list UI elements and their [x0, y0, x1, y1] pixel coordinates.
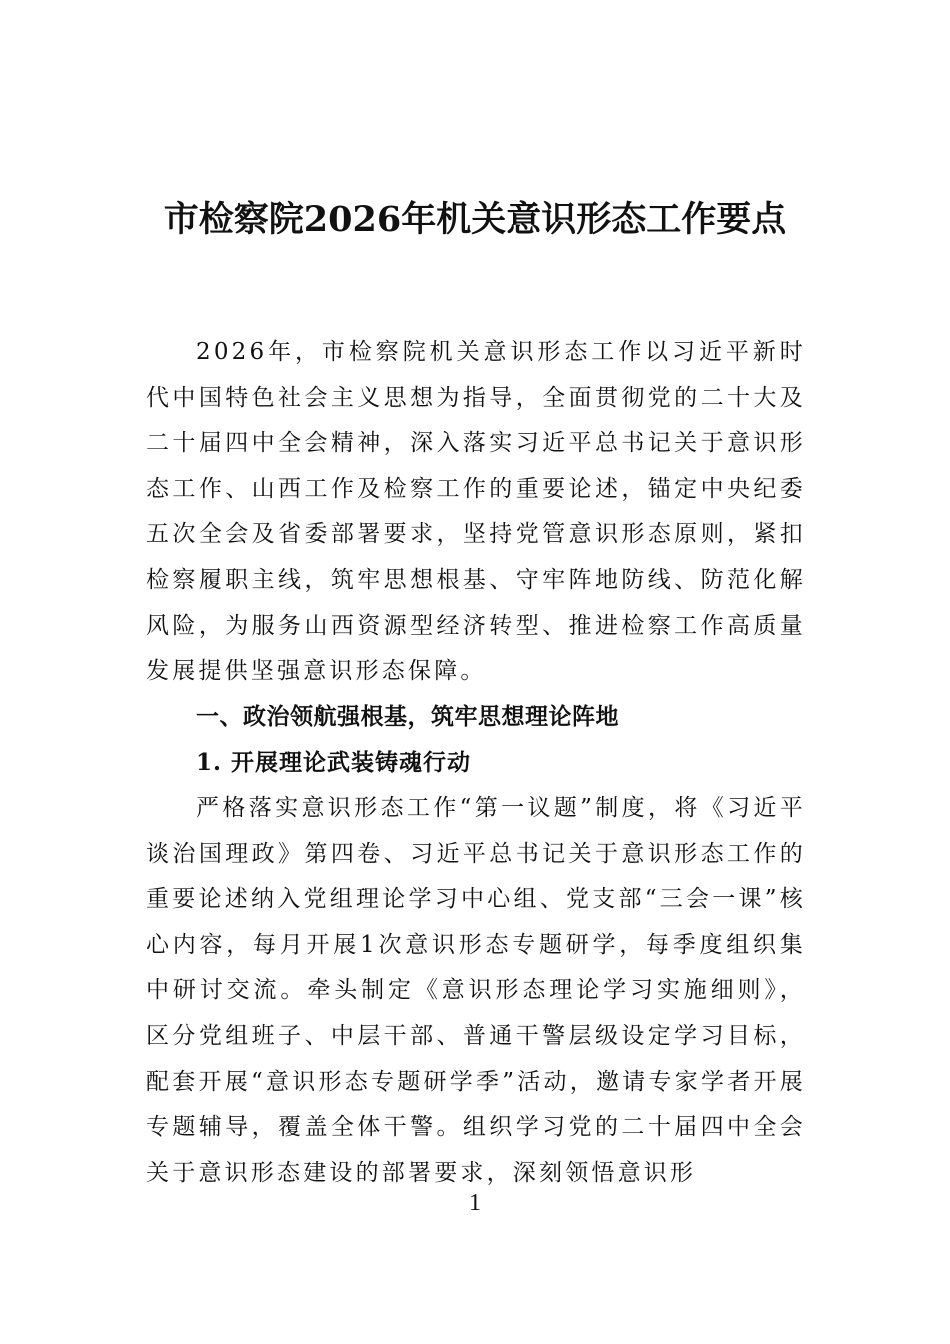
subsection-1-1-heading: 1. 开展理论武装铸魂行动: [196, 749, 472, 777]
subsection-1-1-paragraph: 严格落实意识形态工作“第一议题”制度，将《习近平谈治国理政》第四卷、习近平总书记关于意识形态工作的重要论述纳入党组理论学习中心组、党支部“三会一课”核心内容，每月开展1次意识形态专题研学，每季度组织集中研讨交流。牵头制定《意识形态理论学习实施细则》，区分党组班子、中层干部、普通干警层级设定学习目标，配套开展“意识形态专题研学季”活动，邀请专家学者开展专题辅导，覆盖全体干警。组织学习党的二十届四中全会关于意识形态建设的部署要求，深刻领悟意识形: [146, 794, 806, 1186]
section-1-heading: 一、政治领航强根基，筑牢思想理论阵地: [196, 703, 619, 730]
intro-paragraph: 2026年，市检察院机关意识形态工作以习近平新时代中国特色社会主义思想为指导，全面贯彻党的二十大及二十届四中全会精神，深入落实习近平总书记关于意识形态工作、山西工作及检察工作的重要论述，锚定中央纪委五次全会及省委部署要求，坚持党管意识形态原则，紧扣检察履职主线，筑牢思想根基、守牢阵地防线、防范化解风险，为服务山西资源型经济转型、推进检察工作高质量发展提供坚强意识形态保障。: [146, 339, 806, 685]
document-body: [146, 330, 806, 1196]
document-title: 市检察院2026年机关意识形态工作要点: [163, 199, 787, 240]
page-number: 1: [469, 1190, 481, 1216]
